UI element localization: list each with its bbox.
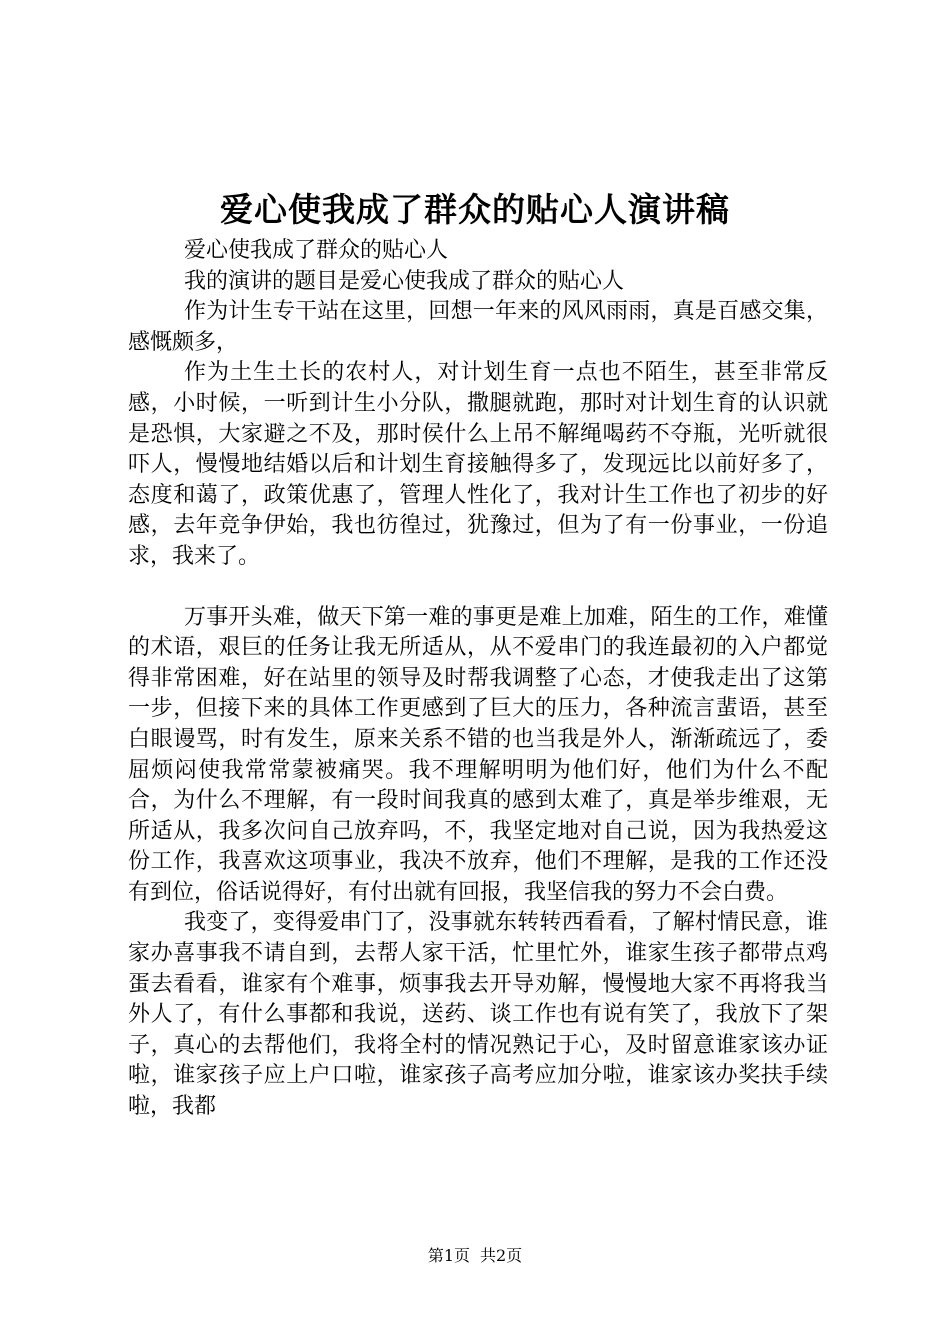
page-footer [0, 1244, 950, 1268]
paragraph: 作为土生土长的农村人，对计划生育一点也不陌生，甚至非常反感，小时候，一听到计生小分队，撒腿就跑，那时对计划生育的认识就是恐惧，大家避之不及，那时侯什么上吊不解绳喝药不夺瓶，光听就很吓人，慢慢地结婚以后和计划生育接触得多了，发现远比以前好多了，态度和蔼了，政策优惠了，管理人性化了，我对计生工作也了初步的好感，去年竞争伊始，我也彷徨过，犹豫过，但为了有一份事业，一份追求，我来了。 [128, 360, 828, 569]
document-body [128, 236, 828, 1123]
page-number: 第1页 [427, 1246, 470, 1265]
paragraph: 我变了，变得爱串门了，没事就东转转西看看，了解村情民意，谁家办喜事我不请自到，去帮人家干活，忙里忙外，谁家生孩子都带点鸡蛋去看看，谁家有个难事，烦事我去开导劝解，慢慢地大家不再将我当外人了，有什么事都和我说，送药、谈工作也有说有笑了，我放下了架子，真心的去帮他们，我将全村的情况熟记于心，及时留意谁家该办证啦，谁家孩子应上户口啦，谁家孩子高考应加分啦，谁家该办奖扶手续啦，我都 [128, 910, 828, 1120]
page-total: 共2页 [480, 1246, 523, 1265]
paragraph: 万事开头难，做天下第一难的事更是难上加难，陌生的工作，难懂的术语，艰巨的任务让我无所适从，从不爱串门的我连最初的入户都觉得非常困难，好在站里的领导及时帮我调整了心态，才使我走出了这第一步，但接下来的具体工作更感到了巨大的压力，各种流言蜚语，甚至白眼谩骂，时有发生，原来关系不错的也当我是外人，渐渐疏远了，委屈烦闷使我常常蒙被痛哭。我不理解明明为他们好，他们为什么不配合，为什么不理解，有一段时间我真的感到太难了，真是举步维艰，无所适从，我多次问自己放弃吗，不，我坚定地对自己说，因为我热爱这份工作，我喜欢这项事业，我决不放弃，他们不理解，是我的工作还没有到位，俗话说得好，有付出就有回报，我坚信我的努力不会白费。 [128, 604, 828, 905]
paragraph: 我的演讲的题目是爱心使我成了群众的贴心人 [184, 268, 625, 294]
document-title: 爱心使我成了群众的贴心人演讲稿 [220, 190, 730, 229]
paragraph: 作为计生专干站在这里，回想一年来的风风雨雨，真是百感交集，感慨颇多， [128, 299, 828, 355]
paragraph: 爱心使我成了群众的贴心人 [184, 238, 449, 263]
